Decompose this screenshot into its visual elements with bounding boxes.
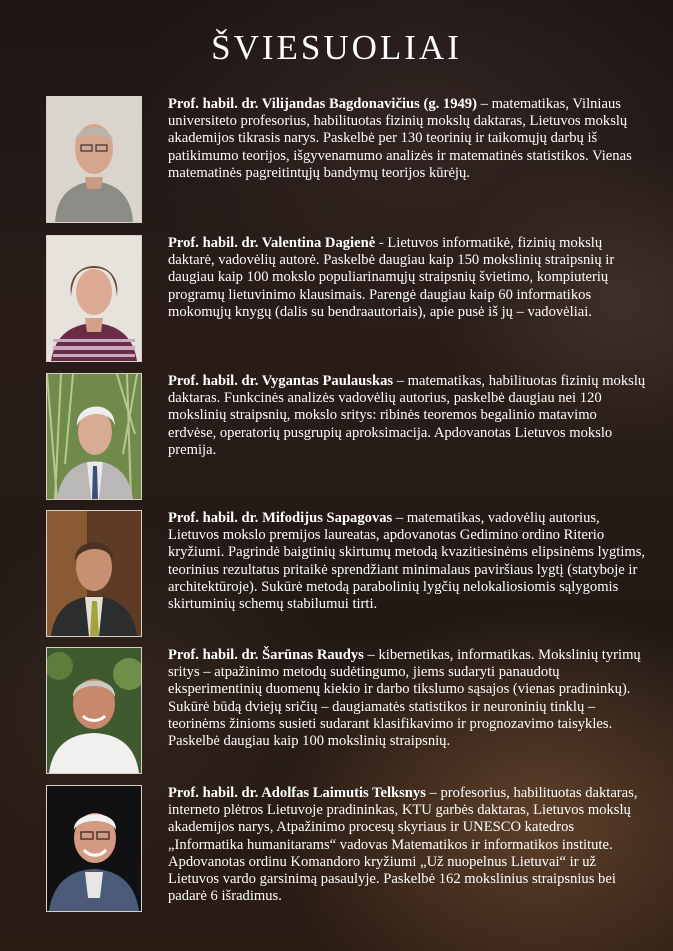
person-entry-paulauskas <box>46 373 646 503</box>
portrait-paulauskas <box>47 374 141 499</box>
portrait-dagiene <box>47 236 141 361</box>
portrait-photo <box>46 373 142 500</box>
portrait-raudys <box>47 648 141 773</box>
portrait-bagdonavicius <box>47 97 141 222</box>
portrait-photo <box>46 510 142 637</box>
person-description: - Lietuvos informatikė, fizinių mokslų daktarė, vadovėlių autorė. Paskelbė daugiau kaip 150 mokslinių straipsnių ir daugiau kaip 100 mokslo populiarinamųjų straipsnių švietimo, kompiuterių programų lietuvinimo klausimais. Parengė daugiau kaip 60 informatikos mokomųjų knygų (dalis su bendraautoriais), apie pusė iš jų – vadovėliai. <box>168 235 615 320</box>
person-name: Prof. habil. dr. Šarūnas Raudys <box>168 647 364 663</box>
person-entry-telksnys <box>46 785 646 915</box>
person-description: – matematikas, Vilniaus universiteto profesorius, habilituotas fizinių mokslų daktaras, Lietuvos mokslų akademijos tikrasis narys. Paskelbė per 130 teorinių ir taikomųjų darbų iš patikimumo teorijos, išgyvenamumo analizės ir matematinės statistikos. Vienas matematinės pagreitintųjų bandymų teorijos kūrėjų. <box>168 96 632 181</box>
person-name: Prof. habil. dr. Mifodijus Sapagovas <box>168 510 393 526</box>
person-description: – matematikas, vadovėlių autorius, Lietuvos mokslo premijos laureatas, apdovanotas Gedimino ordino Riterio kryžiumi. Pagrindė baigtinių skirtumų metodą kvazitiesinėms elipsinėms lygtims, teorinius rezultatus pritaikė sprendžiant minimalaus paviršiaus lygtį (statyboje ir architektūroje). Sukūrė metodą parabolinių lygčių nelokaliosiomis sąlygomis skirtuminių schemų stabilumui tirti. <box>168 510 646 613</box>
portrait-photo <box>46 785 142 912</box>
portrait-photo <box>46 96 142 223</box>
person-bio <box>168 373 646 459</box>
person-bio <box>168 235 646 321</box>
page-title: ŠVIESUOLIAI <box>211 28 462 67</box>
portrait-telksnys <box>47 786 141 911</box>
person-entry-dagiene <box>46 235 646 365</box>
portrait-photo <box>46 235 142 362</box>
person-name: Prof. habil. dr. Vilijandas Bagdonavičius (g. 1949) <box>168 96 477 112</box>
person-bio <box>168 96 646 182</box>
person-description: – kibernetikas, informatikas. Mokslinių tyrimų sritys – atpažinimo metodų sudėtingumo, jiems sudaryti panaudotų eksperimentinių duomenų kiekio ir darbo tikslumo sąsajos (vienas pradininkų). Sukūrė būdą dviejų sričių – daugiamatės statistikos ir neuroninių tinklų – teorinėms žinioms susieti sudarant klasifikavimo ir prognozavimo taisykles. Paskelbė daugiau kaip 100 mokslinių straipsnių. <box>168 647 641 750</box>
person-description: – matematikas, habilituotas fizinių mokslų daktaras. Funkcinės analizės vadovėlių autorius, paskelbė daugiau nei 120 mokslinių straipsnių, mokslo sritys: ribinės teoremos begalinio matavimo erdvėse, operatorių pusgrupių aproksimacija. Apdovanotas Lietuvos mokslo premija. <box>168 373 646 458</box>
portrait-sapagovas <box>47 511 141 636</box>
person-entry-bagdonavicius <box>46 96 646 226</box>
person-entry-raudys <box>46 647 646 777</box>
person-bio <box>168 510 646 613</box>
person-description: – profesorius, habilituotas daktaras, interneto plėtros Lietuvoje pradininkas, KTU garbės daktaras, Lietuvos mokslų akademijos narys, Atpažinimo procesų skyriaus ir UNESCO katedros „Informatika humanitarams“ vadovas Matematikos ir informatikos institute. Apdovanotas ordinu Komandoro kryžiumi „Už nuopelnus Lietuvai“ ir už Lietuvos vardo garsinimą pasaulyje. Paskelbė 162 mokslinius straipsnius bei padarė 6 išradimus. <box>168 785 638 905</box>
portrait-photo <box>46 647 142 774</box>
person-name: Prof. habil. dr. Valentina Dagienė <box>168 235 376 251</box>
person-entry-sapagovas <box>46 510 646 640</box>
person-name: Prof. habil. dr. Adolfas Laimutis Telksnys <box>168 785 426 801</box>
person-bio <box>168 647 646 750</box>
person-bio <box>168 785 646 905</box>
person-name: Prof. habil. dr. Vygantas Paulauskas <box>168 373 394 389</box>
